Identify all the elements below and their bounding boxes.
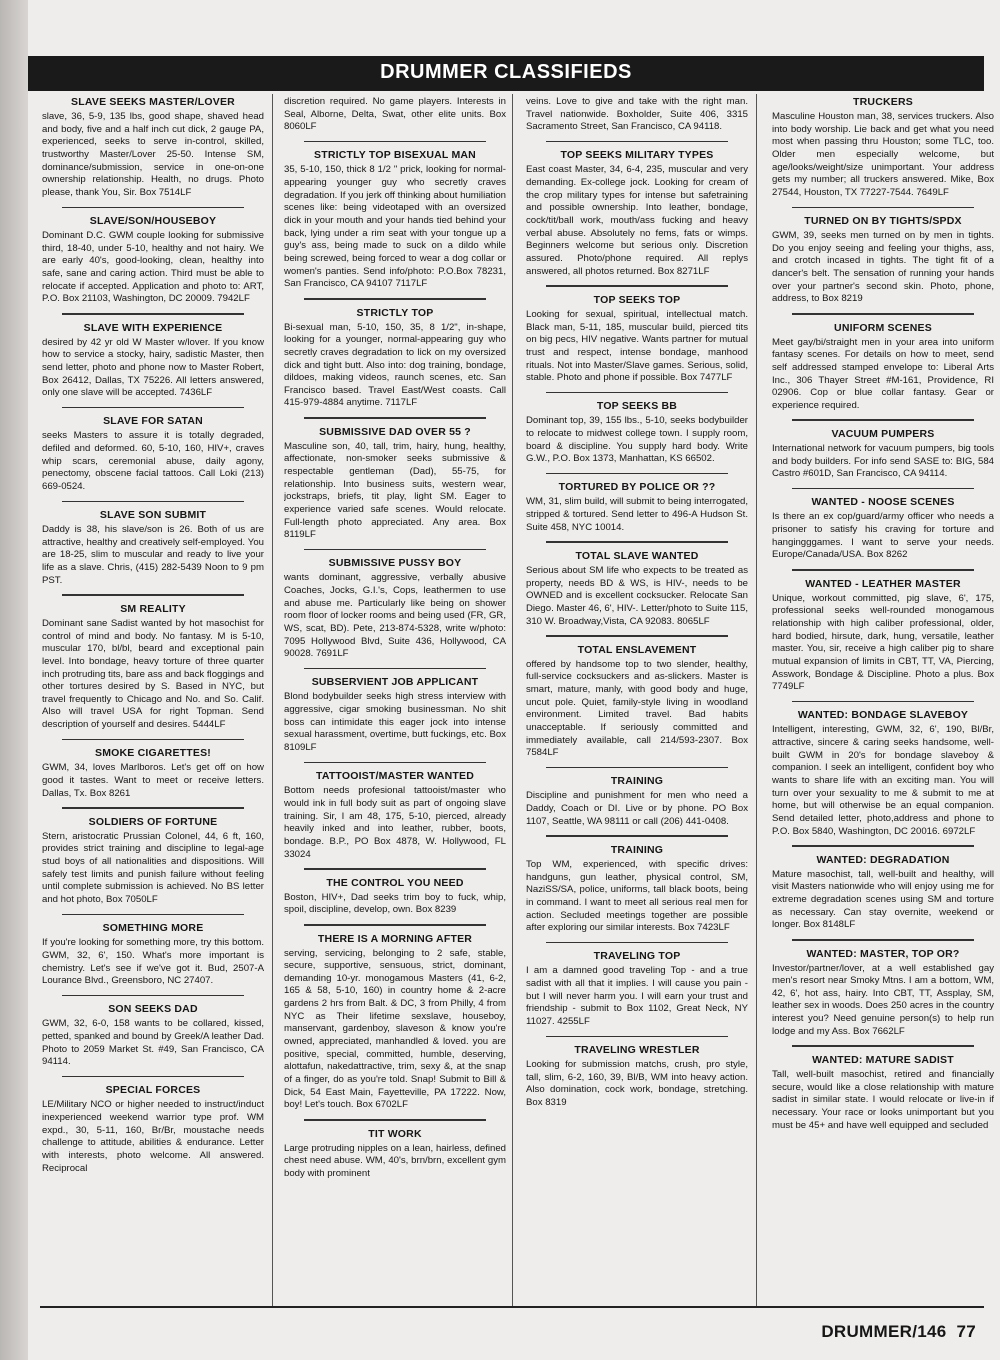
ad-body: Bi-sexual man, 5-10, 150, 35, 8 1/2", in-shape, looking for a younger, normal-appearing guy who secretly craves degradation to lick on my oversized dick and tight butt. Also into: dog training, bondage, dildoes, making videos, raunch scenes, etc. San Francisco based. Travel East/West coasts. Call 415-979-4884 anytime. 7117LF — [284, 321, 506, 409]
ad-body: Top WM, experienced, with specific drives: handguns, gun leather, physical control, SM, NaziSS/SA, police, uniforms, tall black boots, being in command. I want to meet all serious real men for action. Secluded meetings together are possible after exploring our similar interests. Box 7423LF — [526, 858, 748, 934]
ad-body: Meet gay/bi/straight men in your area into uniform fantasy scenes. For details on how to meet, send self addressed stamped envelope to: Liberal Arts Inc., 306 Thayer Street #M-161, Providence, RI 02906. Cop or blue collar fantasy. Gear or experience required. — [772, 336, 994, 411]
classified-ad — [772, 313, 994, 412]
ad-body: LE/Military NCO or higher needed to instruct/induct inexperienced weekend warrior type prof. WM expd., 30, 5-11, 160, Br/Br, moustache needs challenge to attitude, abilities & endurance. Letter with interests, photo welcome. All answered. Reciprocal — [42, 1099, 264, 1174]
ad-title: WANTED: MASTER, TOP OR? — [806, 947, 960, 960]
ad-body: serving, servicing, belonging to 2 safe, stable, secure, supportive, sensuous, strict, dominant, demanding 10-yr. monogamous Masters (41, 6-2, 165 & 58, 5-10, 160) in country home & 2-acre gardens 2 hrs from Balt. & DC, 3 from Philly, 4 from NYC as Their lifetime sexslave, houseboy, manservant, gardenboy, slaveson & know you're owned, appreciated, manhandled & loved. you are positive, special, committed, humble, deserving, alottafun, nakedattractive, trim, sexy &, at the snap of a finger, do as you're told. Snap! Submit to Bill & Dick, 54 East Main, Fayetteville, PA 17222. Now, boy! Let's touch. Box 6702LF — [284, 947, 506, 1111]
ad-divider — [62, 739, 244, 741]
ad-divider — [792, 1045, 974, 1047]
classified-ad — [42, 1076, 264, 1175]
classified-ad — [284, 1119, 506, 1180]
ad-title: SOMETHING MORE — [102, 922, 204, 935]
classified-ad — [772, 207, 994, 306]
classified-ad — [526, 141, 748, 278]
section-title: DRUMMER CLASSIFIEDS — [380, 61, 632, 83]
classified-ad — [526, 635, 748, 760]
page-gutter — [0, 0, 28, 1360]
ad-body: Boston, HIV+, Dad seeks trim boy to fuck, whip, spoil, discipline, develop, own. Box 8239 — [284, 891, 506, 916]
ad-body: Tall, well-built masochist, retired and financially secure, would like a close relationship with mature sadist in similar state. I would relocate or live-in if necessary. Your race or looks unimportant but you must be 45+ and have well equipped and secluded — [772, 1068, 994, 1131]
ad-body: Bottom needs profesional tattooist/master who would ink in full body suit as part of ongoing slave training. Sir, I am 48, 175, 5-10, pierced, already heavily inked and into leather, rubber, boots, bondage. B.P., PO Box 4878, W. Hollywood, FL 33024 — [284, 785, 506, 860]
classified-ad — [772, 488, 994, 562]
ad-body: Investor/partner/lover, at a well established gay men's resort near Smoky Mtns. I am a bottom, WM, 42, 6', hot ass, hairy. Into CBT, TT, Assplay, SM, leather sex in woods. Does 250 acres in the country interest you? Need genuine person(s) to help run lodge and my Ass. Box 7662LF — [772, 962, 994, 1037]
ad-body: Is there an ex cop/guard/army officer who needs a prisoner to satisfy his craving for torture and hangingggames. I want to serve your needs. Europe/Canada/USA. Box 8262 — [772, 511, 994, 561]
ad-title: TATTOOIST/MASTER WANTED — [315, 770, 474, 783]
ad-body: Daddy is 38, his slave/son is 26. Both of us are attractive, healthy and creatively self-employed. You are 18-25, slim to muscular and ready to live your life as a slave. Chris, (415) 282-5439 Noon to 9 pm PST. — [42, 524, 264, 586]
ad-divider — [792, 207, 974, 209]
ad-divider — [62, 407, 244, 409]
ad-title: TORTURED BY POLICE OR ?? — [558, 481, 716, 494]
ad-title: SOLDIERS OF FORTUNE — [88, 815, 218, 828]
classified-ad — [284, 924, 506, 1112]
ad-divider — [792, 939, 974, 941]
ad-body: Dominant top, 39, 155 lbs., 5-10, seeks bodybuilder to relocate to midwest college town. I supply room, board & discipline. You supply hard body. Write G.W., P.O. Box 1373, Manhattan, KS 66502. — [526, 415, 748, 465]
ad-divider — [304, 549, 486, 551]
ad-title: THE CONTROL YOU NEED — [326, 876, 464, 889]
ad-title: TRAVELING WRESTLER — [574, 1044, 700, 1057]
classified-ad — [284, 762, 506, 861]
ad-title: TIT WORK — [368, 1127, 422, 1140]
ad-body: seeks Masters to assure it is totally degraded, defiled and deformed. 60, 5-10, 160, HIV+, craves whip scars, ceremonial abuse, daily agony, penectomy, obscene facial tattoos. Call Loki (213) 669-0524. — [42, 430, 264, 492]
ad-divider — [62, 914, 244, 916]
classified-ad — [284, 141, 506, 291]
ad-title: STRICTLY TOP — [356, 306, 434, 319]
ad-divider — [546, 285, 728, 287]
magazine-issue: DRUMMER/146 — [821, 1322, 947, 1341]
classified-ad — [42, 96, 264, 200]
ad-divider — [546, 473, 728, 475]
ad-body: East coast Master, 34, 6-4, 235, muscular and very demanding. Ex-college jock. Looking for cream of the crop military types for intense but safetraining and possible ownership. Into leather, bondage, cock/tit/ball work, mouth/ass fucking and heavy verbal abuse. Absolutely no fems, fats or wimps. Beginners welcome but serious only. Discretion assured. Photo/phone required. All replys answered, all photos returned. Box 8271LF — [526, 164, 748, 277]
ad-body: Discipline and punishment for men who need a Daddy, Coach or DI. Live or by phone. PO Box 1107, Seattle, WA 98111 or call (206) 441-0408. — [526, 790, 748, 827]
ad-title: WANTED: DEGRADATION — [816, 853, 950, 866]
ad-body: Mature masochist, tall, well-built and healthy, will visit Masters nationwide who will enjoy using me for extreme degradation scenes using SM and torture as necessary. Can stay overnite, weekend or longer. Box 8148LF — [772, 868, 994, 931]
ad-body: Looking for sexual, spiritual, intellectual match. Black man, 5-11, 185, muscular build, pierced tits on big pecs, HIV negative. Wants partner for mutual trust and respect, intense bondage, manhood rituals. Not into Master/Slave games. Serious, solid, stable. Photo and phone if possible. Box 7477LF — [526, 308, 748, 384]
ad-title: SLAVE WITH EXPERIENCE — [83, 321, 223, 334]
ad-title: TOP SEEKS MILITARY TYPES — [560, 149, 714, 162]
classified-ad — [42, 995, 264, 1069]
ad-title: WANTED - LEATHER MASTER — [805, 577, 961, 590]
classified-column-1 — [42, 96, 264, 1304]
ad-divider — [546, 835, 728, 837]
classified-ad — [526, 541, 748, 628]
classified-ad — [284, 549, 506, 661]
classified-ad — [284, 298, 506, 410]
ad-body: Dominant D.C. GWM couple looking for submissive third, 18-40, under 5-10, healthy and not hairy. We are early 40's, good-looking, clean, healthy into safe, sane and caring action. Third must be able to relocate if accepted. Application and photo to: ART, P.O. Box 21103, Washington, DC 20009. 7942LF — [42, 230, 264, 305]
ad-body: slave, 36, 5-9, 135 lbs, good shape, shaved head and body, five and a half inch cut dick, 2 gauge PA, experienced, seeks to serve in-control, skilled, trustworthy Master/Lover 25-50. Intense SM, dominance/submission, service in one-on-one ownership relationship. Health, no drugs. Photo please, thank You, Sir. Box 7514LF — [42, 111, 264, 198]
ad-divider — [546, 635, 728, 637]
ad-title: SON SEEKS DAD — [108, 1003, 198, 1016]
banner-rule — [28, 88, 984, 91]
ad-body: Blond bodybuilder seeks high stress interview with aggressive, cigar smoking businessman. No shit boss can intimidate this eager jock into intense sexual harassment, overtime, butt fuckings, etc. Box 8109LF — [284, 691, 506, 754]
classified-ad — [526, 767, 748, 828]
ad-body: veins. Love to give and take with the right man. Travel nationwide. Boxholder, Suite 406, 3315 Sacramento Street, San Francisco, CA 94118. — [526, 96, 748, 133]
ad-title: SMOKE CIGARETTES! — [95, 747, 211, 760]
ad-divider — [304, 1119, 486, 1121]
ad-title: SUBMISSIVE DAD OVER 55 ? — [319, 425, 471, 438]
classified-ad — [526, 285, 748, 384]
ad-divider — [62, 207, 244, 209]
ad-divider — [546, 1036, 728, 1038]
classified-ad — [42, 407, 264, 494]
ad-divider — [62, 1076, 244, 1078]
ad-body: Large protruding nipples on a lean, hairless, defined chest need abuse. WM, 40's, brn/brn, excellent gym body with prominent — [284, 1142, 506, 1179]
ad-divider — [62, 594, 244, 596]
classified-ad — [526, 942, 748, 1029]
ad-divider — [792, 845, 974, 847]
ad-title: UNIFORM SCENES — [834, 321, 932, 334]
ad-title: TRAINING — [610, 843, 664, 856]
ad-title: WANTED: BONDAGE SLAVEBOY — [797, 709, 969, 722]
page-number: 77 — [956, 1322, 976, 1341]
ad-title: SLAVE/SON/HOUSEBOY — [89, 215, 217, 228]
ad-title: STRICTLY TOP BISEXUAL MAN — [314, 149, 476, 162]
classified-ad — [526, 473, 748, 534]
ad-divider — [546, 392, 728, 394]
ad-divider — [546, 541, 728, 543]
ad-body: Intelligent, interesting, GWM, 32, 6', 190, Bl/Br, attractive, sincere & caring seeks handsome, well-built GWM in 20's for bondage slaveboy & companion. I seek an intelligent, confident boy who wants to share life with an exciting man. You will turn over your sexuality to me & submit to me at home, but will otherwise be an equal companion. Send detailed letter, photo,address and phone to P.O. Box 5840, Washington, DC 20016. 6972LF — [772, 724, 994, 837]
classified-ad — [42, 739, 264, 800]
column-divider — [272, 94, 273, 1306]
classified-ad — [284, 417, 506, 542]
ad-body: wants dominant, aggressive, verbally abusive Coaches, Jocks, G.I.'s, Cops, leathermen to use and abuse me. Particularly like being on shower room floor of locker rooms and being used (FR, GR, WS, scat, BD). Pete, 213-874-5328, write w/photo: 7095 Hollywood Blvd, Suite 436, Hollywood, CA 90028. 7691LF — [284, 572, 506, 660]
ad-divider — [546, 767, 728, 769]
classified-column-3 — [526, 96, 748, 1304]
ad-body: 35, 5-10, 150, thick 8 1/2 " prick, looking for normal-appearing younger guy who secretly craves degradation. If you jerk off thinking about humiliation scenes like: being videotaped with an oversized dick in your mouth and your hands tied behind your back, lying under a rim seat with your tongue up a guy's ass, being made to suck on a dildo while being screwed, being forced to wear a dog collar or women's panties. Send info/photo: P.O.Box 78231, San Francisco, CA 94107 7117LF — [284, 164, 506, 290]
ad-divider — [304, 298, 486, 300]
ad-title: VACUUM PUMPERS — [831, 427, 935, 440]
ad-divider — [792, 701, 974, 703]
ad-title: SUBSERVIENT JOB APPLICANT — [311, 676, 479, 689]
classified-ad — [526, 392, 748, 466]
classified-ad — [42, 501, 264, 588]
ad-divider — [62, 995, 244, 997]
ad-body: Masculine son, 40, tall, trim, hairy, hung, healthy, affectionate, non-smoker seeks submissive & respectable gentleman (Dad), 55-75, for relationship. Into business suits, western wear, jockstraps, briefs, tit play, light SM. Eager to experience varied safe scenes. Would relocate. Full-length photo appreciated. Any area. Box 8119LF — [284, 440, 506, 541]
classified-column-2 — [284, 96, 506, 1304]
ad-divider — [792, 313, 974, 315]
classified-ad — [42, 207, 264, 306]
ad-body: Stern, aristocratic Prussian Colonel, 44, 6 ft, 160, provides strict training and discipline to legal-age stud boys of all nationalities and dispositions. Will safely test limits and punish failure without feeling until complete submission is achieved. No BS letter and hot photo, Box 7050LF — [42, 830, 264, 906]
ad-title: TRAVELING TOP — [593, 950, 681, 963]
classified-ad — [772, 419, 994, 480]
ad-divider — [792, 488, 974, 490]
ad-title: TOP SEEKS TOP — [593, 293, 681, 306]
ad-divider — [546, 141, 728, 143]
ad-title: WANTED - NOOSE SCENES — [811, 496, 955, 509]
ad-divider — [304, 762, 486, 764]
ad-body: Dominant sane Sadist wanted by hot masochist for control of mind and body. No fantasy. M is 5-10, muscular 170, bl/bl, beard and exceptional pain level. Into bondage, heavy torture of three quarter inch protruding tits, bare ass and back floggings and other tortures desired by S. Based in NYC, but travel frequently to Chicago and No. and So. Calif. Also will travel USA for right Topman. Send description of yourself and desires. 5444LF — [42, 617, 264, 731]
classified-ad — [42, 313, 264, 400]
ad-divider — [62, 501, 244, 503]
page-footer — [821, 1322, 976, 1342]
classified-ad — [526, 835, 748, 934]
classified-ad — [772, 845, 994, 932]
ad-body: I am a damned good traveling Top - and a true sadist with all that it implies. I will cause you pain - but I will never harm you. I will earn your trust and friendship - submit to Box 1102, Great Neck, NY 11027. 4255LF — [526, 965, 748, 1027]
classified-column-4 — [772, 96, 994, 1304]
classified-ad — [772, 939, 994, 1038]
classified-ad — [772, 96, 994, 200]
ad-title: SLAVE FOR SATAN — [103, 415, 203, 428]
footer-rule — [40, 1306, 984, 1308]
ad-title: SUBMISSIVE PUSSY BOY — [328, 557, 462, 570]
ad-body: Unique, workout committed, pig slave, 6', 175, professional seeks well-rounded monogamous relationship with high caliber professional, older, hard bodied, hirsute, dark, hung, versatile, leather master. You, sir, receive a high caliber pig to share mutual expansion of limits in CBT, TT, VA, Piercing, Asswork, Bondage & Discipline. Photo a plus. Box 7749LF — [772, 592, 994, 693]
ad-divider — [792, 419, 974, 421]
ad-body: International network for vacuum pumpers, big tools and body builders. For info send SASE to: BIG, 584 Castro #601D, San Francisco, CA 94114. — [772, 442, 994, 480]
section-banner — [28, 56, 984, 88]
ad-body: offered by handsome top to two slender, healthy, full-service cocksuckers and as-slickers. Master is smart, mature, manly, with good body and huge, uncut pole. Quiet, family-style living in woodland environment. Limited travel. Bad habits unacceptable. If seriously committed and immediately available, call 214/593-2307. Box 7584LF — [526, 658, 748, 759]
classified-ad — [526, 1036, 748, 1110]
classified-ad — [526, 96, 748, 134]
column-divider — [512, 94, 513, 1306]
ad-body: discretion required. No game players. Interests in Seal, Alborne, Delta, Swat, other elite units. Box 8060LF — [284, 96, 506, 133]
classified-ad — [284, 868, 506, 917]
ad-title: TRUCKERS — [853, 96, 913, 108]
classified-ad — [772, 1045, 994, 1132]
classified-ad — [284, 668, 506, 755]
ad-title: TURNED ON BY TIGHTS/SPDX — [804, 215, 962, 228]
ad-title: THERE IS A MORNING AFTER — [317, 932, 473, 945]
ad-divider — [304, 141, 486, 143]
classified-ad — [772, 701, 994, 838]
ad-title: WANTED: MATURE SADIST — [812, 1053, 954, 1066]
ad-body: GWM, 32, 6-0, 158 wants to be collared, kissed, petted, spanked and bound by Greek/A leather Dad. Photo to 2059 Market St. #49, San Francisco, CA 94114. — [42, 1018, 264, 1068]
ad-title: SLAVE SON SUBMIT — [99, 509, 207, 522]
ad-body: WM, 31, slim build, will submit to being interrogated, stripped & tortured. Send letter to 496-A Hudson St. Suite 458, NYC 10014. — [526, 496, 748, 533]
ad-body: Masculine Houston man, 38, services truckers. Also into body worship. Lie back and get what you need most when passing thru Houston; some TLC, too. Older men especially welcome, but age/looks/weight/size unimportant. Your address gets my number; all truckers answered. Mike, Box 27544, Houston, TX 77227-7544. 7649LF — [772, 111, 994, 198]
ad-divider — [304, 668, 486, 670]
ad-body: GWM, 39, seeks men turned on by men in tights. Do you enjoy seeing and feeling your thighs, ass, and crotch incased in tights. The tight fit of a dancer's belt. The sensation of running your hands over your partner's second skin. Photo, phone, address, to Box 8219 — [772, 230, 994, 305]
ad-title: SPECIAL FORCES — [105, 1084, 201, 1097]
ad-title: SM REALITY — [120, 602, 186, 615]
ad-divider — [792, 569, 974, 571]
ad-title: SLAVE SEEKS MASTER/LOVER — [71, 96, 235, 108]
ad-divider — [62, 313, 244, 315]
column-divider — [756, 94, 757, 1306]
ad-body: desired by 42 yr old W Master w/lover. If you know how to service a stocky, hairy, sadistic Master, then send letter, photo and phone now to Master Robert, Box 26412, Dallas, TX 75226. All letters answered, only one slave will be accepted. 7436LF — [42, 336, 264, 399]
classified-ad — [42, 807, 264, 906]
ad-title: TOTAL SLAVE WANTED — [575, 549, 699, 562]
ad-divider — [62, 807, 244, 809]
classified-ad — [42, 594, 264, 731]
ad-divider — [546, 942, 728, 944]
classified-ad — [284, 96, 506, 134]
ad-title: TOTAL ENSLAVEMENT — [577, 643, 697, 656]
ad-body: If you're looking for something more, try this bottom. GWM, 32, 6', 150. What's more important is chemistry. Let's see if we've got it. Bud, 2507-A Lourance Blvd., Greensboro, NC 27407. — [42, 937, 264, 987]
ad-divider — [304, 924, 486, 926]
ad-body: Serious about SM life who expects to be treated as property, needs BD & WS, is HIV-, needs to be OWNED and is excellent cocksucker. Relocate San Diego. Master 46, 6', HIV-. Letter/photo to Suite 115, 310 W. Broadway,Vista, CA 92083. 8065LF — [526, 564, 748, 627]
ad-title: TRAINING — [610, 775, 664, 788]
ad-divider — [304, 868, 486, 870]
classified-ad — [772, 569, 994, 694]
ad-title: TOP SEEKS BB — [596, 400, 678, 413]
classified-ad — [42, 914, 264, 988]
ad-body: GWM, 34, loves Marlboros. Let's get off on how good it tastes. Want to meet or receive letters. Dallas, Tx. Box 8261 — [42, 762, 264, 799]
ad-divider — [304, 417, 486, 419]
ad-body: Looking for submission matchs, crush, pro style, tall, slim, 6-2, 160, 39, Bl/B, WM into heavy action. Also domination, cock work, bondage, stretching. Box 8319 — [526, 1059, 748, 1109]
